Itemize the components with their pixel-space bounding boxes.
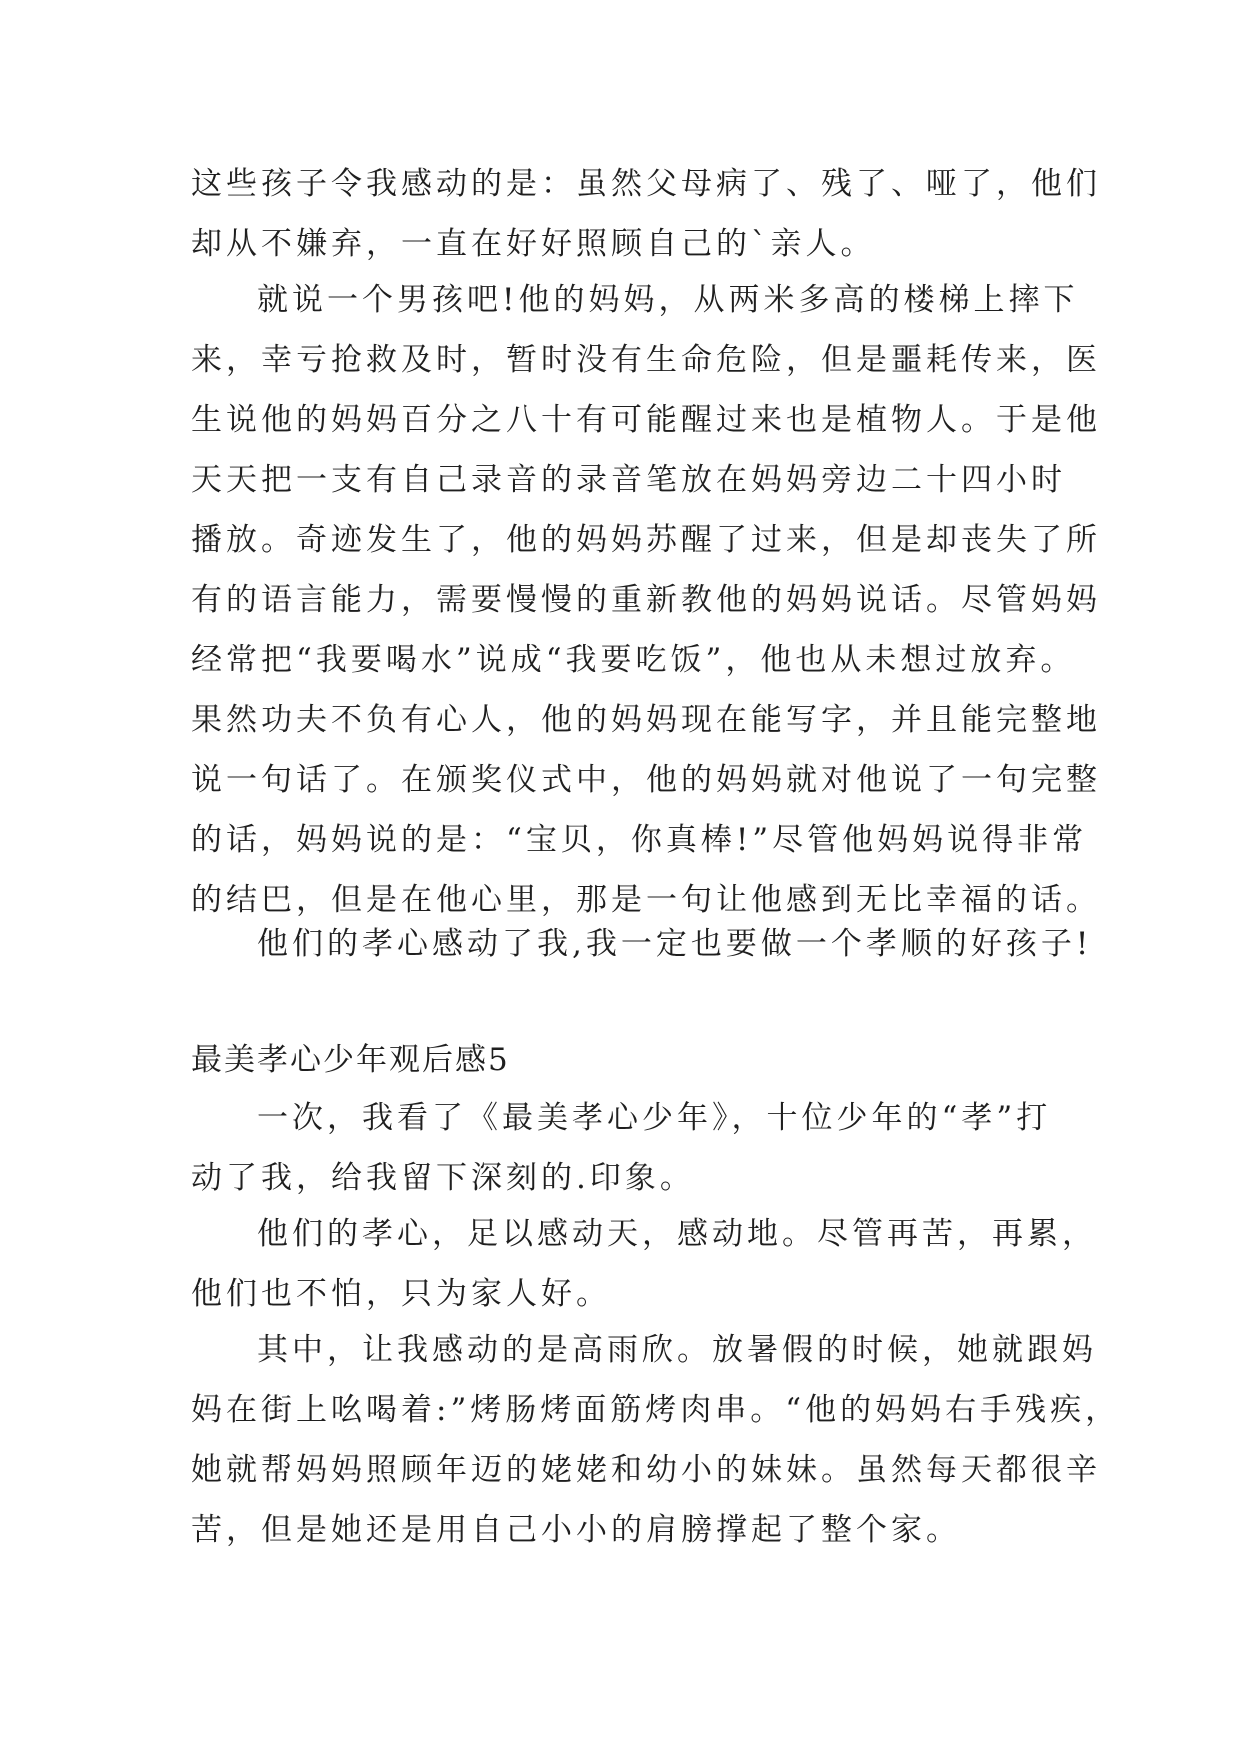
text-line: 苦，但是她还是用自己小小的肩膀撑起了整个家。 xyxy=(191,1512,961,1548)
section-heading: 最美孝心少年观后感5 xyxy=(191,1042,510,1078)
paragraph-6 xyxy=(191,1320,1121,1560)
paragraph-1 xyxy=(191,154,1101,274)
text-line: 他们的孝心，足以感动天，感动地。尽管再苦，再累， xyxy=(257,1216,1097,1252)
text-line: 一次，我看了《最美孝心少年》，十位少年的“孝”打 xyxy=(257,1100,1052,1136)
text-line: 的结巴，但是在他心里，那是一句让他感到无比幸福的话。 xyxy=(191,882,1101,918)
text-line: 就说一个男孩吧!他的妈妈，从两米多高的楼梯上摔下 xyxy=(257,282,1079,318)
text-line: 妈在街上吆喝着:”烤肠烤面筋烤肉串。“他的妈妈右手残疾， xyxy=(191,1392,1121,1428)
text-line: 有的语言能力，需要慢慢的重新教他的妈妈说话。尽管妈妈 xyxy=(191,582,1101,618)
text-line: 播放。奇迹发生了，他的妈妈苏醒了过来，但是却丧失了所 xyxy=(191,522,1101,558)
paragraph-2 xyxy=(191,270,1101,930)
text-line: 天天把一支有自己录音的录音笔放在妈妈旁边二十四小时 xyxy=(191,462,1066,498)
text-line: 他们也不怕，只为家人好。 xyxy=(191,1276,611,1312)
text-line: 果然功夫不负有心人，他的妈妈现在能写字，并且能完整地 xyxy=(191,702,1101,738)
text-line: 经常把“我要喝水”说成“我要吃饭”，他也从未想过放弃。 xyxy=(191,642,1076,678)
text-line: 她就帮妈妈照顾年迈的姥姥和幼小的妹妹。虽然每天都很辛 xyxy=(191,1452,1101,1488)
text-line: 其中，让我感动的是高雨欣。放暑假的时候，她就跟妈 xyxy=(257,1332,1097,1368)
paragraph-3 xyxy=(191,914,1093,974)
section-title xyxy=(191,1030,1081,1090)
text-line: 的话，妈妈说的是：“宝贝，你真棒!”尽管他妈妈说得非常 xyxy=(191,822,1088,858)
text-line: 却从不嫌弃，一直在好好照顾自己的`亲人。 xyxy=(191,226,876,262)
text-line: 动了我，给我留下深刻的.印象。 xyxy=(191,1160,695,1196)
text-line: 这些孩子令我感动的是：虽然父母病了、残了、哑了，他们 xyxy=(191,166,1101,202)
text-line: 他们的孝心感动了我,我一定也要做一个孝顺的好孩子! xyxy=(257,926,1093,962)
text-line: 来，幸亏抢救及时，暂时没有生命危险，但是噩耗传来，医 xyxy=(191,342,1101,378)
paragraph-5 xyxy=(191,1204,1097,1324)
paragraph-4 xyxy=(191,1088,1081,1208)
text-line: 说一句话了。在颁奖仪式中，他的妈妈就对他说了一句完整 xyxy=(191,762,1101,798)
text-line: 生说他的妈妈百分之八十有可能醒过来也是植物人。于是他 xyxy=(191,402,1101,438)
